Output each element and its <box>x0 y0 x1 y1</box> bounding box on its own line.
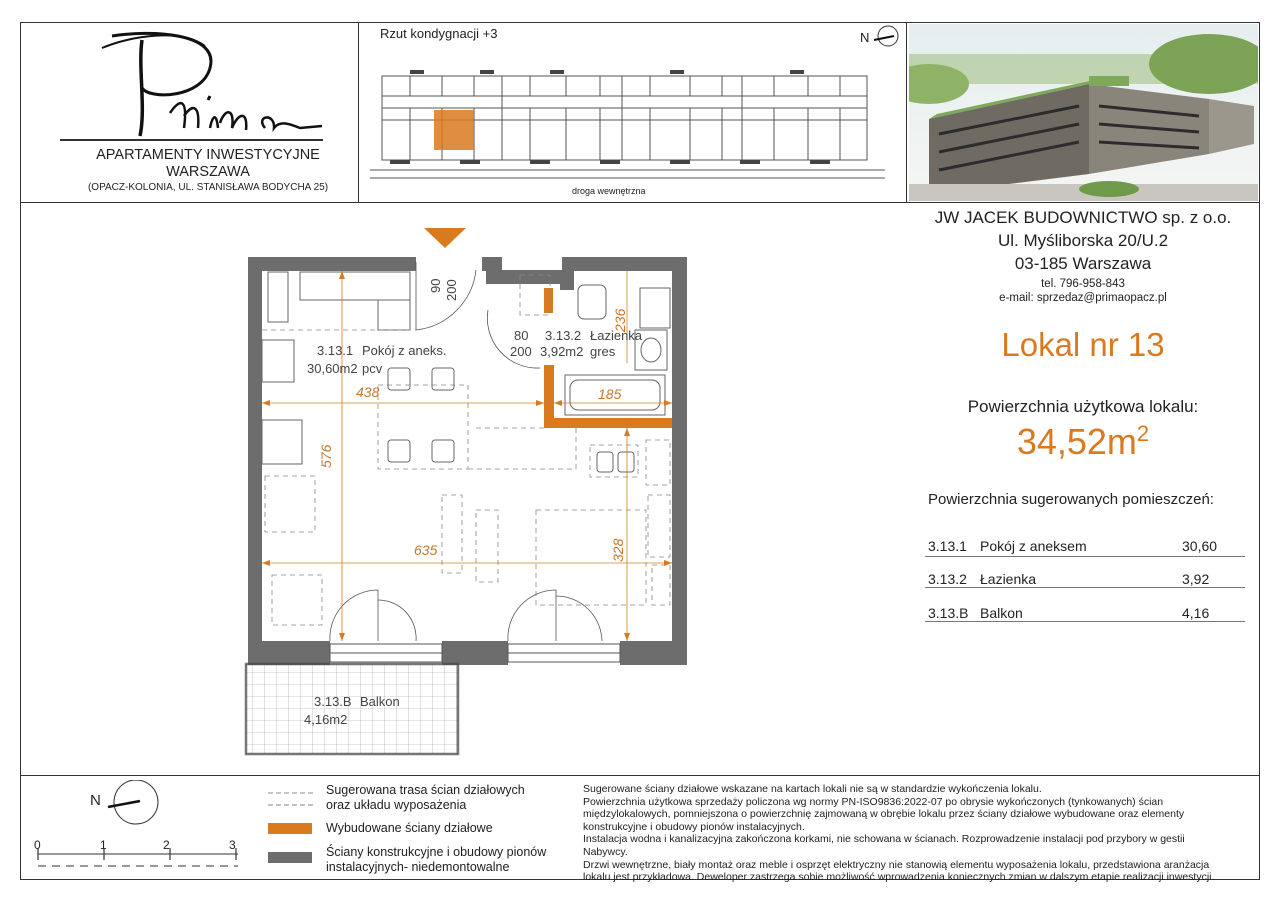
room-area: 4,16 <box>1182 605 1210 621</box>
room2-area: 3,92m2 <box>540 344 584 359</box>
room2-code: 3.13.2 <box>545 328 582 343</box>
room2-floor: gres <box>590 344 616 359</box>
scale-0: 0 <box>34 838 41 852</box>
company-city: 03-185 Warszawa <box>1014 254 1152 273</box>
legend-north-label: N <box>90 792 101 809</box>
logo-script-icon <box>60 28 325 143</box>
note-line: Instalacja wodna i kanalizacyjna zakończona korkami, nie schowana w ścianach. Rozprowadzenie instalacji pod przybory w gestii Nabywcy. <box>583 833 1185 858</box>
brand-line2: WARSZAWA <box>166 164 250 180</box>
note-line: Powierzchnia użytkowa sprzedaży policzona wg normy PN-ISO9836:2022-07 po obrysie wykończonych (tynkowanych) ścian <box>583 795 1164 808</box>
dim-635: 635 <box>414 542 438 558</box>
room-code: 3.13.2 <box>928 571 967 587</box>
building-rendering-image <box>909 24 1258 201</box>
room-name: Pokój z aneksem <box>980 538 1087 554</box>
note-line: międzylokalowych, pomniejszona o powierzchnię zajmowaną w obrębie lokalu przez ściany działowe wybudowane oraz elementy <box>583 808 1185 821</box>
room2-name: Łazienka <box>590 328 643 343</box>
notes-block <box>583 783 1223 884</box>
note-line: lokalu jest przykładowa. Deweloper zastrzega sobie możliwość wprowadzenia koniecznych zmian w dalszym etapie realizacji inwestycji. <box>583 871 1215 884</box>
note-line: konstrukcyjne i obudowy pionów instalacyjnych. <box>583 820 805 833</box>
door1-width: 90 <box>428 278 443 293</box>
room1-floor: pcv <box>362 361 383 376</box>
rooms-label: Powierzchnia sugerowanych pomieszczeń: <box>928 491 1214 508</box>
legend-orange-swatch <box>268 823 312 834</box>
dim-236: 236 <box>612 308 628 332</box>
room1-code: 3.13.1 <box>317 343 354 358</box>
apartment-floor-plan <box>240 222 700 762</box>
logo-underline <box>60 139 323 141</box>
dim-576: 576 <box>318 444 334 468</box>
legend-item1-line2: oraz układu wyposażenia <box>326 798 467 812</box>
header-divider-v2 <box>906 22 907 202</box>
room-area: 3,92 <box>1182 571 1210 587</box>
unit-area-label: Powierzchnia użytkowa lokalu: <box>967 397 1199 416</box>
door1-height: 200 <box>444 279 459 301</box>
room-name: Łazienka <box>980 571 1037 587</box>
legend-item3-line2: instalacyjnych- niedemontowalne <box>326 860 510 874</box>
scale-1: 1 <box>100 838 107 852</box>
dim-328: 328 <box>610 538 626 562</box>
scale-bar <box>34 836 244 885</box>
legend-item3-line1: Ściany konstrukcyjne i obudowy pionów <box>326 845 547 859</box>
legend-item2: Wybudowane ściany działowe <box>326 821 493 835</box>
unit-area-sup: 2 <box>1136 421 1150 446</box>
legend-dashed-swatch <box>268 789 316 814</box>
legend-item1-line1: Sugerowana trasa ścian działowych <box>326 783 525 797</box>
floor-north-icon <box>870 24 902 55</box>
room-code: 3.13.1 <box>928 538 967 554</box>
unit-title: Lokal nr 13 <box>1001 326 1165 363</box>
floor-plan-title: Rzut kondygnacji +3 <box>380 26 498 41</box>
brand-line1: APARTAMENTY INWESTYCYJNE <box>96 147 320 163</box>
company-street: Ul. Myśliborska 20/U.2 <box>997 231 1169 250</box>
room-code: 3.13.B <box>928 605 969 621</box>
door2-height: 200 <box>510 344 532 359</box>
door2-width: 80 <box>514 328 529 343</box>
dim-185: 185 <box>598 386 622 402</box>
scale-3: 3 <box>229 838 236 852</box>
company-phone: tel. 796-958-843 <box>1041 278 1125 290</box>
brand-logo <box>60 28 325 143</box>
unit-area-value <box>906 421 1260 463</box>
footer-divider <box>20 775 1260 776</box>
floor-north-label: N <box>860 30 870 45</box>
row-divider <box>925 556 1245 557</box>
room1-name: Pokój z aneks. <box>362 343 447 358</box>
scale-2: 2 <box>163 838 170 852</box>
company-name: JW JACEK BUDOWNICTWO sp. z o.o. <box>934 208 1232 227</box>
legend-gray-swatch <box>268 852 312 863</box>
dim-438: 438 <box>356 384 380 400</box>
balcony-name: Balkon <box>360 694 400 709</box>
room1-area: 30,60m2 <box>307 361 358 376</box>
building-floor-plan <box>370 60 890 205</box>
note-line: Drzwi wewnętrzne, biały montaż oraz meble i osprzęt elektryczny nie stanowią elementu wyposażenia lokalu, przedstawiona aranżacja <box>583 858 1210 871</box>
room-name: Balkon <box>980 605 1023 621</box>
brand-line3: (OPACZ-KOLONIA, UL. STANISŁAWA BODYCHA 25) <box>87 182 329 193</box>
road-label: droga wewnętrzna <box>572 186 646 196</box>
legend-north-icon <box>104 780 160 831</box>
balcony-code: 3.13.B <box>314 694 352 709</box>
note-line: Sugerowane ściany działowe wskazane na kartach lokali nie są w standardzie wykończenia lokalu. <box>583 783 1042 795</box>
row-divider <box>925 587 1245 588</box>
balcony-area: 4,16m2 <box>304 712 348 727</box>
room-area: 30,60 <box>1182 538 1218 554</box>
company-email: e-mail: sprzedaz@primaopacz.pl <box>999 292 1167 304</box>
header-divider-v1 <box>358 22 359 202</box>
unit-area-number: 34,52m <box>1016 421 1137 462</box>
row-divider <box>925 621 1245 622</box>
